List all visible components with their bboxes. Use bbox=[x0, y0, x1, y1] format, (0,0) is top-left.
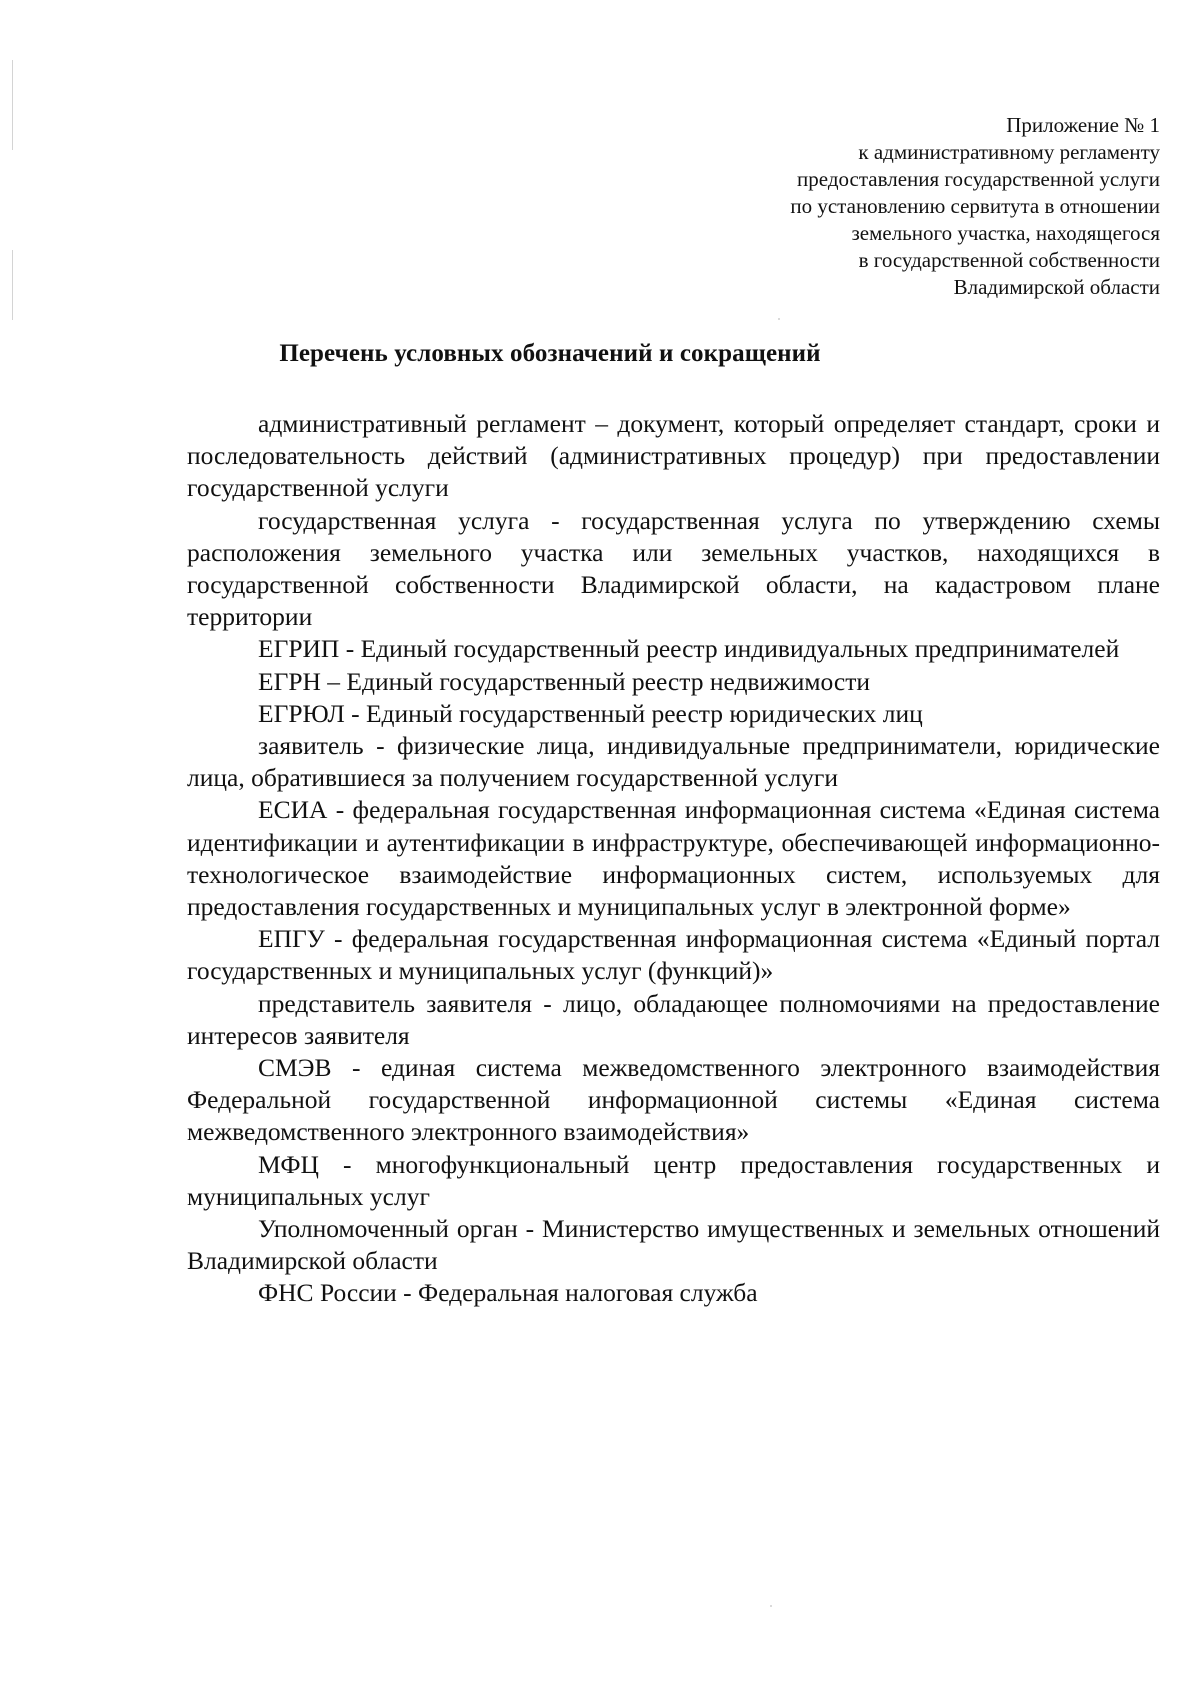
abbreviation-entry: ЕПГУ - федеральная государственная информационная система «Единый портал государственных и муниципальных услуг (функций)» bbox=[187, 924, 1160, 986]
appendix-line: Владимирской области bbox=[953, 275, 1160, 299]
scan-margin-mark bbox=[12, 250, 13, 320]
scan-speck bbox=[770, 1605, 772, 1607]
abbreviation-entry: государственная услуга - государственная услуга по утверждению схемы расположения земельного участка или земельных участков, находящихся в государственной собственности Владимирской области, на кадастровом плане территории bbox=[187, 505, 1160, 632]
scan-margin-mark bbox=[12, 60, 13, 150]
abbreviation-entry: административный регламент – документ, который определяет стандарт, сроки и последовательность действий (административных процедур) при предоставлении государственной услуги bbox=[187, 409, 1160, 503]
appendix-header bbox=[600, 112, 1160, 301]
abbreviation-entry: МФЦ - многофункциональный центр предоставления государственных и муниципальных услуг bbox=[187, 1149, 1160, 1211]
appendix-line: Приложение № 1 bbox=[1006, 113, 1160, 137]
abbreviation-entry: ЕГРН – Единый государственный реестр недвижимости bbox=[258, 666, 871, 696]
appendix-line: земельного участка, находящегося bbox=[851, 221, 1160, 245]
abbreviation-entry: СМЭВ - единая система межведомственного электронного взаимодействия Федеральной государственной информационной системы «Единая система межведомственного электронного взаимодействия» bbox=[187, 1053, 1160, 1147]
document-title: Перечень условных обозначений и сокращений bbox=[279, 340, 821, 367]
abbreviation-entry: Уполномоченный орган - Министерство имущественных и земельных отношений Владимирской области bbox=[187, 1214, 1160, 1276]
appendix-line: к административному регламенту bbox=[858, 140, 1160, 164]
appendix-line: в государственной собственности bbox=[858, 248, 1160, 272]
abbreviation-entry: ЕГРИП - Единый государственный реестр индивидуальных предпринимателей bbox=[258, 634, 1120, 664]
appendix-line: по установлению сервитута в отношении bbox=[790, 194, 1160, 218]
abbreviation-entry: ФНС России - Федеральная налоговая служба bbox=[258, 1278, 758, 1308]
abbreviation-entry: ЕСИА - федеральная государственная информационная система «Единая система идентификации и аутентификации в инфраструктуре, обеспечивающей информационно-технологическое взаимодействие информационных систем, используемых для предоставления государственных и муниципальных услуг в электронной форме» bbox=[187, 795, 1160, 922]
appendix-line: предоставления государственной услуги bbox=[797, 167, 1160, 191]
abbreviation-entry: ЕГРЮЛ - Единый государственный реестр юридических лиц bbox=[258, 698, 923, 728]
abbreviation-entry: представитель заявителя - лицо, обладающее полномочиями на предоставление интересов заявителя bbox=[187, 988, 1160, 1050]
scan-speck bbox=[778, 318, 780, 320]
abbreviations-list bbox=[187, 408, 1160, 1310]
abbreviation-entry: заявитель - физические лица, индивидуальные предприниматели, юридические лица, обратившиеся за получением государственной услуги bbox=[187, 731, 1160, 793]
